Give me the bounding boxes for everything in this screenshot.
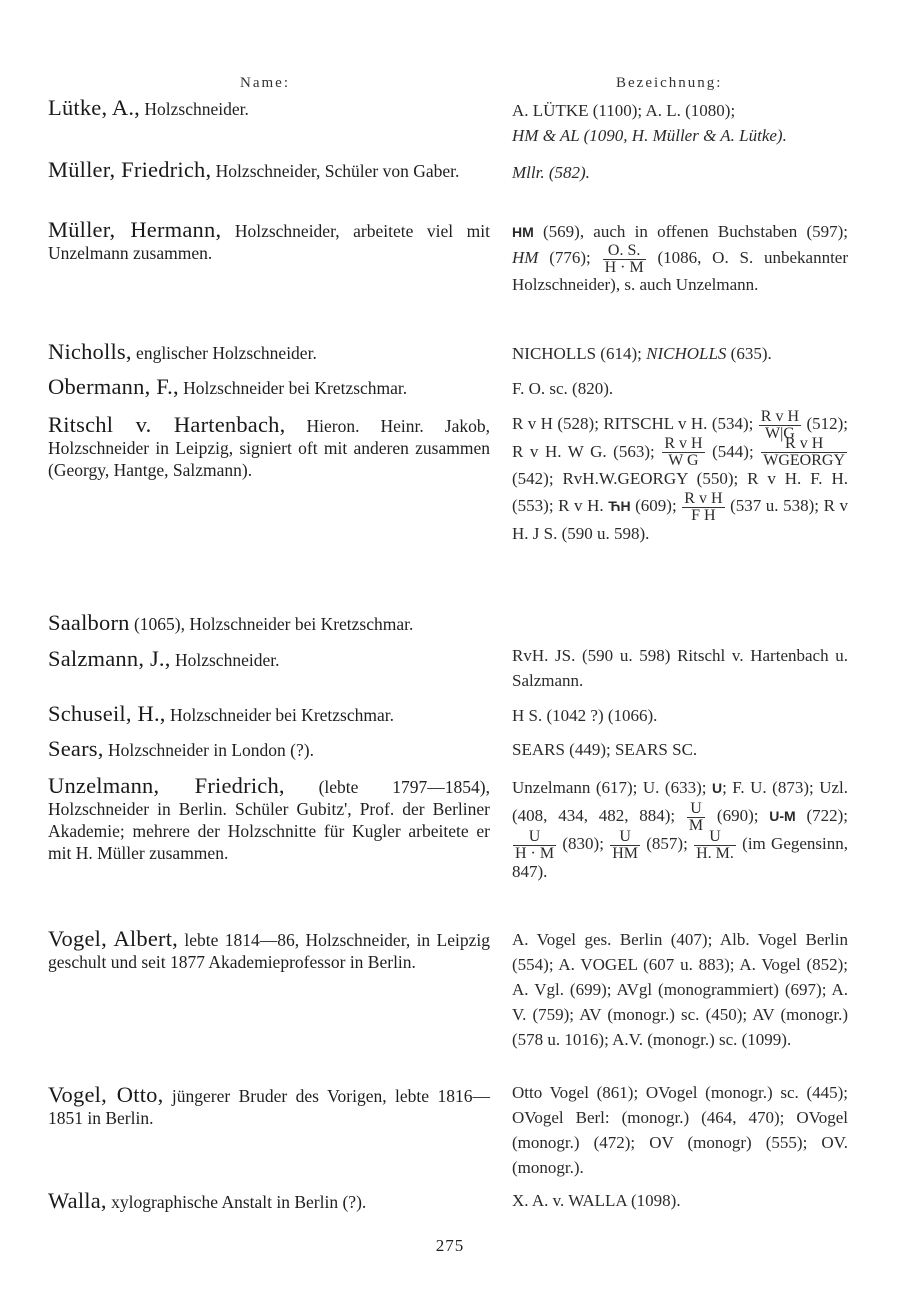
entry-name-salzmann: Salzmann, J., Holzschneider. (48, 646, 280, 671)
entry-name-vogel-otto: Vogel, Otto, jüngerer Bruder des Vorigen, lebte 1816—1851 in Berlin. (48, 1082, 490, 1128)
entry-name-sears: Sears, Holzschneider in London (?). (48, 736, 314, 761)
entry-name-obermann: Obermann, F., Holzschneider bei Kretzschmar. (48, 374, 408, 399)
entry-name-mueller-hermann: Müller, Hermann, Holzschneider, arbeitete viel mit Unzelmann zusammen. (48, 217, 490, 263)
entry-signature-vogel-albert: A. Vogel ges. Berlin (407); Alb. Vogel Berlin (554); A. VOGEL (607 u. 883); A. Vogel (852); A. Vgl. (699); AVgl (monogrammiert) (697); A. V. (759); AV (monogr.) sc. (450); AV (monogr.) (578 u. 1016); A.V. (monogr.) sc. (1099). (512, 930, 848, 1049)
entry-name-luetke: Lütke, A., Holzschneider. (48, 95, 249, 120)
entry-signature-luetke: A. LÜTKE (1100); A. L. (1080); HM & AL (1090, H. Müller & A. Lütke). (512, 101, 787, 145)
entry-name-vogel-albert: Vogel, Albert, lebte 1814—86, Holzschneider, in Leipzig geschult und seit 1877 Akademieprofessor in Berlin. (48, 926, 490, 972)
entry-name-saalborn: Saalborn (1065), Holzschneider bei Kretzschmar. (48, 610, 414, 635)
entry-signature-mueller-hermann: HM (569), auch in offenen Buchstaben (597); HM (776); $\frac{O. S.}{H \cdot M}$ (1086, O. S. unbekannter Holzschneider), s. auch Unzelmann. (512, 222, 848, 294)
page-number: 275 (435, 1236, 465, 1255)
entry-name-walla: Walla, xylographische Anstalt in Berlin (?). (48, 1188, 367, 1213)
monogram-fraction: $\frac{O. S.}{H \cdot M}$ (604, 241, 644, 276)
entry-signature-ritschl: R v H (528); RITSCHL v H. (534); $\frac{\text{R v H}}{W|G}$ (512); R v H. W G. (563); $\frac{\text{R v H}}{\text{W G}}$ (544); $\frac{\text{R v H}}{\text{WGEORGY}}$ (542); RvH.W.GEORGY (550); R v H. F. H. (553); R v H. ЋH (609); $\frac{\text{R v H}}{\text{F H}}$ (537 u. 538); R v H. J S. (590 u. 598). (512, 407, 848, 544)
column-header-name: Name: (240, 75, 290, 91)
entry-name-schuseil: Schuseil, H., Holzschneider bei Kretzschmar. (48, 701, 394, 726)
entry-name-nicholls: Nicholls, englischer Holzschneider. (48, 339, 317, 364)
entry-name-ritschl: Ritschl v. Hartenbach, Hieron. Heinr. Jakob, Holzschneider in Leipzig, signiert oft mit anderen zusammen (Georgy, Hantge, Salzmann). (48, 412, 490, 480)
entry-signature-schuseil: H S. (1042 ?) (1066). (512, 706, 658, 725)
entry-signature-walla: X. A. v. WALLA (1098). (512, 1191, 681, 1210)
entry-signature-mueller-friedrich: Mllr. (582). (512, 163, 590, 182)
entry-name-mueller-friedrich: Müller, Friedrich, Holzschneider, Schüler von Gaber. (48, 157, 460, 182)
entry-signature-nicholls: NICHOLLS (614); NICHOLLS (635). (512, 344, 772, 363)
entry-name-unzelmann: Unzelmann, Friedrich, (lebte 1797—1854), Holzschneider in Berlin. Schüler Gubitz', Prof. der Berliner Akademie; mehrere der Holzschnitte für Kugler arbeitete er mit H. Müller zusammen. (48, 773, 490, 863)
entry-signature-vogel-otto: Otto Vogel (861); OVogel (monogr.) sc. (445); OVogel Berl: (monogr.) (464, 470); OVogel (monogr.) (472); OV (monogr) (555); OV. (monogr.). (512, 1083, 848, 1177)
column-header-signature: Bezeichnung: (616, 75, 723, 91)
entry-signature-unzelmann: Unzelmann (617); U. (633); U; F. U. (873); Uzl. (408, 434, 482, 884); $\frac{U}{M}$ (690); U-M (722); $\frac{U}{H \cdot M}$ (830); $\frac{U}{HM}$ (857); $\frac{U}{H. M.}$ (im Gegensinn, 847). (512, 778, 849, 881)
entry-signature-sears: SEARS (449); SEARS SC. (512, 740, 698, 759)
entry-signature-salzmann: RvH. JS. (590 u. 598) Ritschl v. Hartenbach u. Salzmann. (512, 646, 848, 690)
entry-signature-obermann: F. O. sc. (820). (512, 379, 614, 398)
